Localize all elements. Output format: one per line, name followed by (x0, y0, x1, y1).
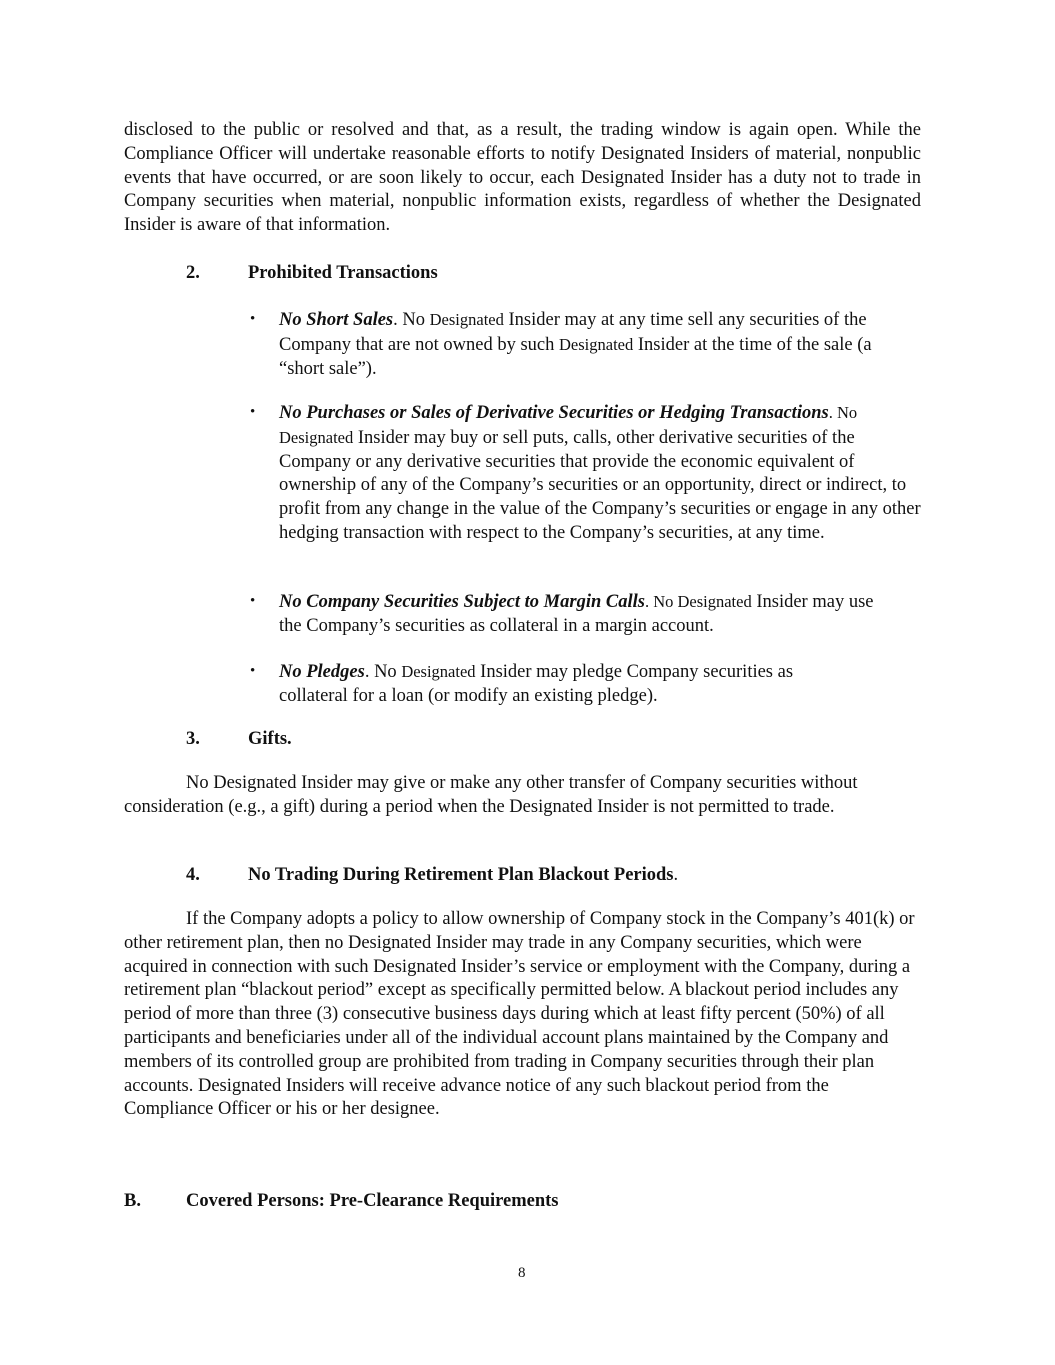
bullet-3-icon: • (250, 593, 256, 609)
section-4-number: 4. (186, 865, 200, 885)
section-3-number: 3. (186, 729, 200, 749)
section-3-title: Gifts. (248, 729, 292, 749)
section-3-paragraph (124, 772, 921, 820)
bullet-3-lead: No Company Securities Subject to Margin Calls (279, 592, 645, 612)
bullet-pledges: No Pledges. No Designated Insider may pledge Company securities as collateral for a loan (or modify an existing pledge). (279, 662, 794, 706)
section-2-number: 2. (186, 263, 200, 283)
section-4-paragraph (124, 908, 921, 1122)
bullet-2-lead: No Purchases or Sales of Derivative Securities or Hedging Transactions (279, 403, 829, 423)
section-4-heading: No Trading During Retirement Plan Blackout Periods. (248, 865, 679, 885)
section-4-body: If the Company adopts a policy to allow ownership of Company stock in the Company’s 401(k) or other retirement plan, then no Designated Insider may trade in any Company securities, which were acquired in connection with such Designated Insider’s service or employment with the Company, during a retirement plan “blackout period” except as specifically permitted below. A blackout period includes any period of more than three (3) consecutive business days during which at least fifty percent (50%) of all participants and beneficiaries under all of the individual account plans maintained by the Company and members of its controlled group are prohibited from trading in Company securities through their plan accounts. Designated Insiders will receive advance notice of any such blackout period from the Compliance Officer or his or her designee. (124, 909, 915, 1120)
bullet-4-icon: • (250, 663, 256, 679)
section-2-title: Prohibited Transactions (248, 263, 438, 283)
section-b-title: Covered Persons: Pre-Clearance Requirements (186, 1191, 559, 1211)
bullet-margin-calls: No Company Securities Subject to Margin Calls. No Designated Insider may use the Company’s securities as collateral in a margin account. (279, 592, 874, 636)
bullet-derivatives-hedging: No Purchases or Sales of Derivative Securities or Hedging Transactions. No Designated Insider may buy or sell puts, calls, other derivative securities of the Company or any derivative securities that provide the economic equivalent of ownership of any of the Company’s securities or an opportunity, direct or indirect, to profit from any change in the value of the Company’s securities or engage in any other hedging transaction with respect to the Company’s securities, at any time. (279, 403, 921, 543)
page-number: 8 (518, 1265, 526, 1281)
bullet-short-sales: No Short Sales. No Designated Insider may at any time sell any securities of the Company that are not owned by such Designated Insider at the time of the sale (a “short sale”). (279, 310, 872, 379)
intro-text: disclosed to the public or resolved and that, as a result, the trading window is again open. While the Compliance Officer will undertake reasonable efforts to notify Designated Insiders of material, nonpublic events that have occurred, or are soon likely to occur, each Designated Insider has a duty not to trade in Company securities when material, nonpublic information exists, regardless of whether the Designated Insider is aware of that information. (124, 120, 921, 236)
bullet-1-lead: No Short Sales (279, 310, 394, 330)
intro-paragraph (124, 119, 921, 238)
bullet-1-icon: • (250, 311, 256, 327)
bullet-2-icon: • (250, 404, 256, 420)
section-4-title: No Trading During Retirement Plan Blackout Periods (248, 865, 674, 885)
section-3-body: No Designated Insider may give or make any other transfer of Company securities without consideration (e.g., a gift) during a period when the Designated Insider is not permitted to trade. (124, 773, 858, 817)
bullet-4-lead: No Pledges (279, 662, 365, 682)
section-b-letter: B. (124, 1191, 141, 1211)
